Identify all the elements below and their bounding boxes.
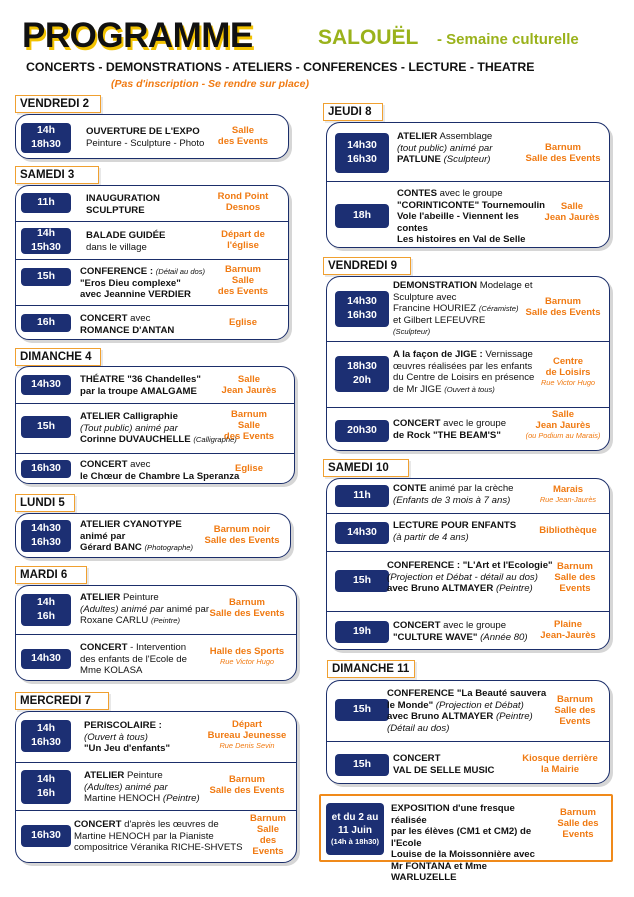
event-row: [16, 810, 296, 863]
day-card-mercredi-7: [15, 711, 297, 863]
event-row: [327, 277, 609, 341]
event-description: CONCERT avec le Chœur de Chambre La Speranza: [80, 459, 240, 482]
event-description: ATELIER Assemblage (tout public) animé par PATLUNE (Sculpteur): [397, 131, 493, 165]
event-description: CONFERENCE : (Détail au dos) "Eros Dieu complexe" avec Jeannine VERDIER: [80, 266, 206, 300]
event-place: Salle des Events: [217, 125, 269, 147]
event-row: [327, 123, 609, 181]
event-description: CONTES avec le groupe "CORINTICONTE" Tournemoulin Vole l'abeille - Viennent les contes Les histoires en Val de Selle: [397, 188, 546, 245]
time-badge: 20h30: [335, 420, 389, 442]
time-badge: 14h 18h30: [21, 123, 71, 153]
event-row: [16, 514, 290, 558]
event-description: THÉATRE "36 Chandelles" par la troupe AMALGAME: [80, 374, 201, 397]
event-place: Halle des Sports Rue Victor Hugo: [209, 646, 285, 666]
event-description: PERISCOLAIRE : (Ouvert à tous) "Un Jeu d'enfants": [84, 720, 171, 754]
day-header-samedi-3: SAMEDI 3: [15, 166, 99, 184]
time-badge: 15h: [335, 754, 389, 776]
event-description: A la façon de JIGE : Vernissage œuvres réalisées par les enfants du Centre de Loisirs en présence de Mr JIGE (Ouvert à tous): [393, 349, 535, 395]
event-row: [16, 762, 296, 810]
event-place: Barnum Salle des Events: [250, 813, 286, 857]
event-row: [327, 611, 609, 650]
day-card-dimanche-11: [326, 680, 610, 784]
day-card-jeudi-8: [326, 122, 610, 248]
event-place: Barnum Salle des Events: [525, 296, 601, 318]
day-header-vendredi-2: VENDREDI 2: [15, 95, 101, 113]
time-badge: 16h30: [21, 460, 71, 478]
event-place: Salle Jean Jaurès (ou Podium au Marais): [525, 409, 601, 440]
event-place: Marais Rue Jean-Jaurès: [539, 484, 597, 504]
event-description: BALADE GUIDÉE dans le village: [86, 230, 166, 253]
event-place: Kiosque derrière la Mairie: [522, 753, 598, 775]
event-row: [16, 634, 296, 681]
day-card-lundi-5: [15, 513, 291, 558]
subtitle: - Semaine culturelle: [437, 31, 579, 48]
time-badge: 14h30: [21, 649, 71, 669]
event-row: [16, 367, 294, 403]
event-place: Bibliothèque: [539, 525, 597, 536]
event-row: [16, 186, 288, 221]
day-card-vendredi-2: [15, 114, 289, 159]
event-place: Barnum Salle des Events: [554, 694, 596, 727]
event-place: Barnum Salle des Events: [223, 409, 275, 442]
page-title: PROGRAMME: [22, 16, 253, 55]
event-place: Rond Point Desnos: [217, 191, 269, 213]
time-badge: 11h: [335, 485, 389, 507]
event-row: [16, 453, 294, 484]
time-badge: 18h: [335, 204, 389, 228]
event-place: Barnum noir Salle des Events: [204, 524, 280, 546]
event-place: Barnum Salle des Events: [209, 597, 285, 619]
event-place: Plaine Jean-Jaurès: [540, 619, 596, 641]
day-header-lundi-5: LUNDI 5: [15, 494, 75, 512]
event-description: CONFERENCE "La Beauté sauvera le Monde" (Projection et Débat) avec Bruno ALTMAYER (Peintre) (Détail au dos): [387, 688, 547, 734]
event-description: INAUGURATION SCULPTURE: [86, 193, 160, 216]
time-badge: 15h: [21, 268, 71, 286]
time-badge: 15h: [335, 570, 389, 592]
time-badge: 16h30: [21, 825, 71, 847]
day-header-samedi-10: SAMEDI 10: [323, 459, 409, 477]
event-row: [16, 115, 288, 159]
day-header-jeudi-8: JEUDI 8: [323, 103, 383, 121]
event-description: CONFERENCE : "L'Art et l'Ecologie" (Projection et Débat - détail au dos) avec Bruno ALTMAYER (Peintre): [387, 560, 553, 594]
event-description: CONCERT avec ROMANCE D'ANTAN: [80, 313, 175, 336]
exposition-box: [319, 794, 613, 883]
event-description: CONCERT avec le groupe de Rock "THE BEAM'S": [393, 418, 507, 441]
event-row: [327, 341, 609, 407]
time-badge: 14h 16h: [21, 770, 71, 804]
event-place: Départ Bureau Jeunesse Rue Denis Sevin: [207, 719, 287, 750]
event-row: [327, 741, 609, 784]
exposition-place: Barnum Salle des Events: [557, 807, 599, 840]
day-card-samedi-10: [326, 478, 610, 650]
event-place: Barnum Salle des Events: [554, 561, 596, 594]
event-place: Eglise: [229, 317, 257, 328]
event-description: DEMONSTRATION Modelage et Sculpture avec Francine HOURIEZ (Céramiste) et Gilbert LEFEUVRE (Sculpteur): [393, 280, 533, 336]
time-badge: 14h30 16h30: [335, 133, 389, 173]
event-description: CONTE animé par la crèche (Enfants de 3 mois à 7 ans): [393, 483, 514, 506]
day-header-dimanche-11: DIMANCHE 11: [327, 660, 415, 678]
event-place: Eglise: [235, 463, 263, 474]
event-row: [16, 403, 294, 453]
event-place: Salle Jean Jaurès: [544, 201, 600, 223]
time-badge: 14h30: [21, 375, 71, 395]
event-place: Départ de l'église: [221, 229, 265, 251]
time-badge: 14h30 16h30: [21, 520, 71, 552]
time-badge: 11h: [21, 193, 71, 213]
event-place: Barnum Salle des Events: [209, 774, 285, 796]
event-description: CONCERT VAL DE SELLE MUSIC: [393, 753, 495, 776]
time-badge: 15h: [335, 699, 389, 721]
time-badge: 16h: [21, 314, 71, 332]
event-place: Barnum Salle des Events: [525, 142, 601, 164]
time-badge: 18h30 20h: [335, 356, 389, 392]
time-badge: 14h30 16h30: [335, 291, 389, 327]
event-description: CONCERT avec le groupe "CULTURE WAVE" (Année 80): [393, 620, 528, 643]
event-description: CONCERT - Intervention des enfants de l'Ecole de Mme KOLASA: [80, 642, 187, 676]
event-row: [16, 221, 288, 259]
event-description: LECTURE POUR ENFANTS (à partir de 4 ans): [393, 520, 517, 543]
time-badge: 14h 16h: [21, 594, 71, 626]
event-description: ATELIER Peinture (Adultes) animé par Martine HENOCH (Peintre): [84, 770, 200, 804]
event-place: Barnum Salle des Events: [217, 264, 269, 297]
event-description: ATELIER CYANOTYPE animé par Gérard BANC (Photographe): [80, 519, 194, 553]
event-row: [327, 681, 609, 741]
day-card-mardi-6: [15, 585, 297, 681]
event-row: [327, 407, 609, 451]
day-card-dimanche-4: [15, 366, 295, 484]
day-card-vendredi-9: [326, 276, 610, 451]
day-header-mercredi-7: MERCREDI 7: [15, 692, 109, 710]
event-description: CONCERT d'après les œuvres de Martine HENOCH par la Pianiste compositrice Véranika RICHE-SHVETS: [74, 819, 243, 853]
time-badge: 14h 15h30: [21, 228, 71, 254]
town-name: SALOUËL: [318, 26, 419, 49]
time-badge: 19h: [335, 621, 389, 643]
event-row: [327, 551, 609, 611]
exposition-description: EXPOSITION d'une fresque réalisée par les élèves (CM1 et CM2) de l'Ecole Louise de la Moissonnière avec Mr FONTANA et Mme WARLUZELLE: [391, 803, 535, 883]
event-row: [16, 586, 296, 634]
event-row: [327, 479, 609, 513]
exposition-date-badge: et du 2 au 11 Juin (14h à 18h30): [326, 803, 384, 855]
day-header-mardi-6: MARDI 6: [15, 566, 87, 584]
event-description: OUVERTURE DE L'EXPO Peinture - Sculpture - Photo: [86, 126, 205, 149]
time-badge: 14h 16h30: [21, 720, 71, 752]
time-badge: 15h: [21, 416, 71, 438]
event-row: [327, 181, 609, 248]
day-card-samedi-3: [15, 185, 289, 340]
themes-line: CONCERTS - DEMONSTRATIONS - ATELIERS - CONFERENCES - LECTURE - THEATRE: [26, 60, 535, 74]
day-header-vendredi-9: VENDREDI 9: [323, 257, 411, 275]
time-badge: 14h30: [335, 522, 389, 544]
registration-note: (Pas d'inscription - Se rendre sur place): [111, 78, 309, 90]
event-place: Salle Jean Jaurès: [221, 374, 277, 396]
event-row: [16, 259, 288, 305]
day-header-dimanche-4: DIMANCHE 4: [15, 348, 101, 366]
event-description: ATELIER Calligraphie (Tout public) animé par Corinne DUVAUCHELLE (Calligraphe): [80, 411, 237, 445]
event-row: [327, 513, 609, 551]
event-row: [16, 712, 296, 762]
event-place: Centre de Loisirs Rue Victor Hugo: [540, 356, 596, 387]
event-description: ATELIER Peinture (Adultes) animé par animé par Roxane CARLU (Peintre): [80, 592, 210, 626]
event-row: [16, 305, 288, 340]
